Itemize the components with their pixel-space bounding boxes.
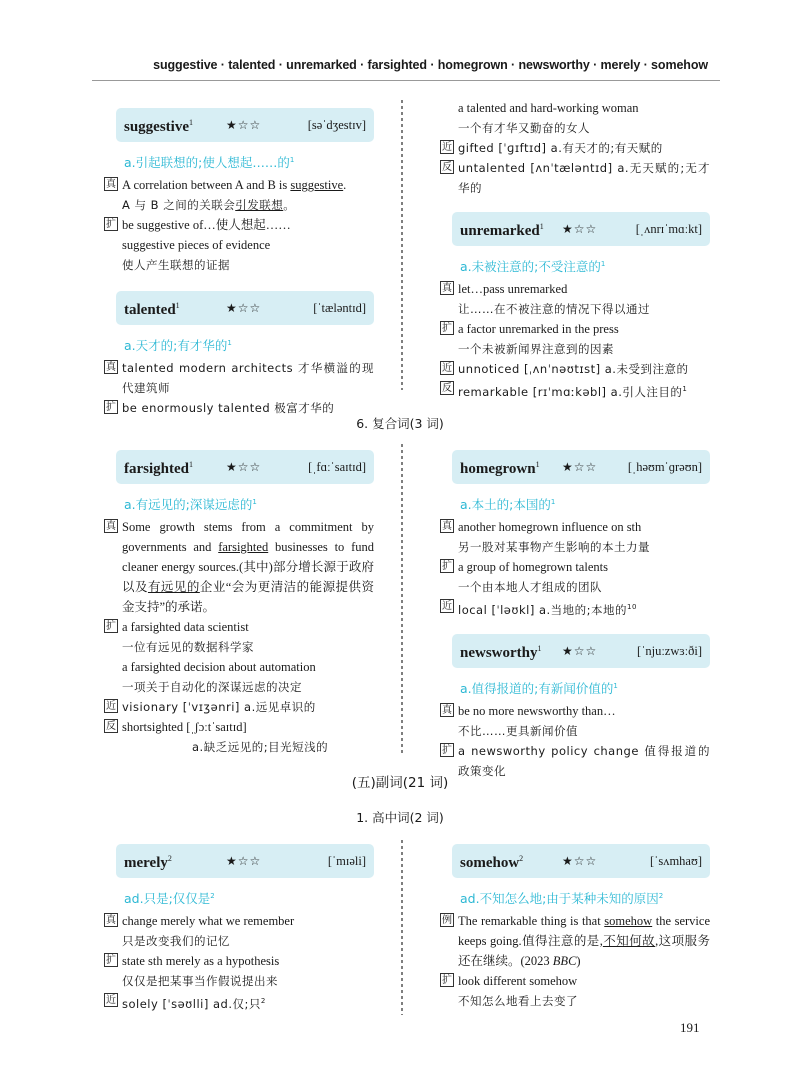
example-fan: 反 shortsighted [ˌʃɔːtˈsaɪtɪd] a.缺乏远见的;目光短浅的 — [106, 720, 329, 755]
wordbox-unremarked — [452, 212, 710, 246]
tag-fan: 反 — [106, 721, 116, 733]
tag-kuo: 扩 — [442, 323, 452, 335]
wordbox-homegrown — [452, 450, 710, 484]
entry-suggestive — [104, 108, 374, 275]
star-rating: ★☆☆ — [226, 460, 262, 474]
tag-zhen: 真 — [442, 521, 452, 533]
part-of-speech: a.有远见的;深谋远虑的$^1$ — [124, 497, 257, 513]
example-kuo: 扩 a farsighted data scientist 一位有远见的数据科学家 a farsighted decision about automation 一项关于自动化的深谋远虑的决定 — [106, 620, 316, 695]
wordbox-suggestive — [116, 108, 374, 142]
headword: newsworthy$^1$ — [460, 643, 542, 661]
headword: suggestive$^1$ — [124, 118, 193, 135]
example-kuo: 扩 look different somehow 不知怎么地看上去变了 — [442, 974, 578, 1009]
phonetic: [ˌhəʊmˈɡrəʊn] — [627, 460, 702, 474]
part-of-speech: a.未被注意的;不受注意的$^1$ — [460, 259, 606, 275]
right-column-top — [440, 98, 710, 402]
example-kuo: 扩 be enormously talented 极富才华的 — [106, 401, 335, 416]
left-column-bottom — [104, 844, 374, 1014]
headword: farsighted$^1$ — [124, 460, 193, 477]
tag-zhen: 真 — [106, 362, 116, 374]
tag-li: 例 — [442, 915, 452, 927]
tag-zhen: 真 — [106, 521, 116, 533]
example-li: 例 The remarkable thing is that somehow the service keeps going.值得注意的是,不知何故,这项服务还在继续。(2023 BBC) — [442, 914, 710, 969]
right-column-middle — [440, 450, 710, 781]
star-rating: ★☆☆ — [562, 460, 598, 474]
star-rating: ★☆☆ — [562, 643, 598, 658]
example-jin: 近 gifted [ˈɡɪftɪd] a.有天才的;有天赋的 — [442, 141, 663, 155]
phonetic: [ˌʌnrɪˈmɑːkt] — [635, 222, 702, 236]
headword: merely$^2$ — [124, 854, 172, 871]
example-kuo: 扩 a newsworthy policy change 值得报道的政策变化 — [442, 744, 710, 779]
example-zhen: 真 Some growth stems from a commitment by governments and farsighted businesses to fund cleaner energy sources.(其中)部分增长源于政府以及有远见的企业“会为更清洁的能源提供资金支持”的承诺。 — [106, 520, 374, 615]
tag-fan: 反 — [442, 383, 452, 395]
star-rating: ★☆☆ — [226, 118, 262, 132]
part-of-speech: a.值得报道的;有新闻价值的$^1$ — [460, 681, 618, 697]
tag-kuo: 扩 — [106, 955, 116, 967]
example-zhen: 真 another homegrown influence on sth 另一股对某事物产生影响的本土力量 — [442, 520, 650, 555]
entry-unremarked — [440, 212, 710, 402]
talented-continued: a talented and hard-working woman 一个有才华又勤奋的女人 — [458, 101, 639, 135]
example-zhen: 真 talented modern architects 才华横溢的现代建筑师 — [106, 361, 374, 396]
wordbox-farsighted — [116, 450, 374, 484]
phonetic: [ˌfɑːˈsaɪtɪd] — [308, 460, 366, 474]
column-divider-top — [398, 100, 406, 390]
tag-kuo: 扩 — [106, 219, 116, 231]
tag-fan: 反 — [442, 162, 452, 173]
entry-homegrown — [440, 450, 710, 620]
wordbox-somehow — [452, 844, 710, 878]
example-kuo: 扩 be suggestive of…使人想起…… suggestive pieces of evidence 使人产生联想的证据 — [106, 218, 291, 273]
example-kuo: 扩 state sth merely as a hypothesis 仅仅是把某事当作假说提出来 — [106, 954, 280, 989]
wordbox-talented — [116, 291, 374, 325]
entry-newsworthy — [440, 634, 710, 781]
tag-kuo: 扩 — [106, 621, 116, 633]
example-fan: 反 untalented [ʌnˈtæləntɪd] a.无天赋的;无才华的 — [442, 161, 710, 195]
phonetic: [ˈnjuːzwɜːði] — [637, 643, 702, 658]
example-jin: 近 visionary [ˈvɪʒənri] a.远见卓识的 — [106, 700, 316, 715]
part-of-speech: ad.只是;仅仅是$^2$ — [124, 891, 215, 907]
left-column-top — [104, 108, 374, 418]
column-divider-middle — [398, 444, 406, 754]
headword: somehow$^2$ — [460, 854, 524, 871]
entry-somehow — [440, 844, 710, 1011]
tag-jin: 近 — [442, 142, 452, 153]
part-of-speech: a.天才的;有才华的$^1$ — [124, 338, 232, 354]
left-column-middle — [104, 450, 374, 757]
tag-kuo: 扩 — [442, 745, 452, 757]
tag-jin: 近 — [106, 995, 116, 1007]
phonetic: [səˈdʒestɪv] — [307, 118, 366, 132]
headword: talented$^1$ — [124, 301, 180, 319]
wordbox-merely — [116, 844, 374, 878]
example-zhen: 真 A correlation between A and B is suggestive. A 与 B 之间的关联会引发联想。 — [106, 178, 347, 213]
part-of-speech: a.本土的;本国的$^1$ — [460, 497, 556, 513]
example-zhen: 真 change merely what we remember 只是改变我们的记忆 — [106, 914, 295, 949]
tag-kuo: 扩 — [442, 975, 452, 987]
page-number: 191 — [680, 1020, 700, 1035]
example-jin: 近 local [ˈləʊkl] a.当地的;本地的$^{10}$ — [442, 601, 637, 617]
star-rating: ★☆☆ — [562, 854, 598, 868]
wordbox-newsworthy — [452, 634, 710, 668]
example-zhen: 真 be no more newsworthy than… 不比……更具新闻价值 — [442, 704, 616, 739]
star-rating: ★☆☆ — [226, 301, 262, 316]
part-of-speech: ad.不知怎么地;由于某种未知的原因$^2$ — [460, 891, 664, 907]
section-adverbs: (五)副词(21 词) — [351, 775, 449, 791]
phonetic: [ˈsʌmhaʊ] — [650, 854, 702, 868]
tag-kuo: 扩 — [442, 561, 452, 573]
section-compound: 6. 复合词(3 词) — [356, 416, 444, 431]
right-column-bottom — [440, 844, 710, 1011]
tag-zhen: 真 — [442, 705, 452, 717]
example-jin: 近 solely [ˈsəʊlli] ad.仅;只$^2$ — [106, 995, 266, 1011]
header-rule — [92, 80, 720, 81]
tag-zhen: 真 — [106, 179, 116, 191]
column-divider-bottom — [398, 840, 406, 1015]
entry-talented — [104, 291, 374, 418]
section-senior: 1. 高中词(2 词) — [356, 810, 444, 825]
star-rating: ★☆☆ — [562, 222, 598, 236]
phonetic: [ˈtæləntɪd] — [313, 301, 366, 316]
headword: homegrown$^1$ — [460, 460, 540, 477]
tag-zhen: 真 — [442, 283, 452, 295]
phonetic: [ˈmɪəli] — [327, 854, 366, 868]
entry-merely — [104, 844, 374, 1014]
example-jin: 近 unnoticed [ˌʌnˈnəʊtɪst] a.未受到注意的 — [442, 362, 689, 377]
entry-farsighted — [104, 450, 374, 757]
headword: unremarked$^1$ — [460, 222, 544, 239]
example-kuo: 扩 a group of homegrown talents 一个由本地人才组成的团队 — [442, 560, 608, 595]
star-rating: ★☆☆ — [226, 854, 262, 868]
tag-zhen: 真 — [106, 915, 116, 927]
tag-jin: 近 — [442, 601, 452, 613]
tag-jin: 近 — [106, 701, 116, 713]
tag-kuo: 扩 — [106, 402, 116, 414]
tag-jin: 近 — [442, 363, 452, 375]
example-zhen: 真 let…pass unremarked 让……在不被注意的情况下得以通过 — [442, 282, 650, 317]
running-header: suggestive · talented · unremarked · farsighted · homegrown · newsworthy · merely · somehow — [153, 58, 708, 72]
example-kuo: 扩 a factor unremarked in the press 一个未被新闻界注意到的因素 — [442, 322, 619, 357]
example-fan: 反 remarkable [rɪˈmɑːkəbl] a.引人注目的$^1$ — [442, 383, 688, 399]
part-of-speech: a.引起联想的;使人想起……的$^1$ — [124, 155, 295, 171]
